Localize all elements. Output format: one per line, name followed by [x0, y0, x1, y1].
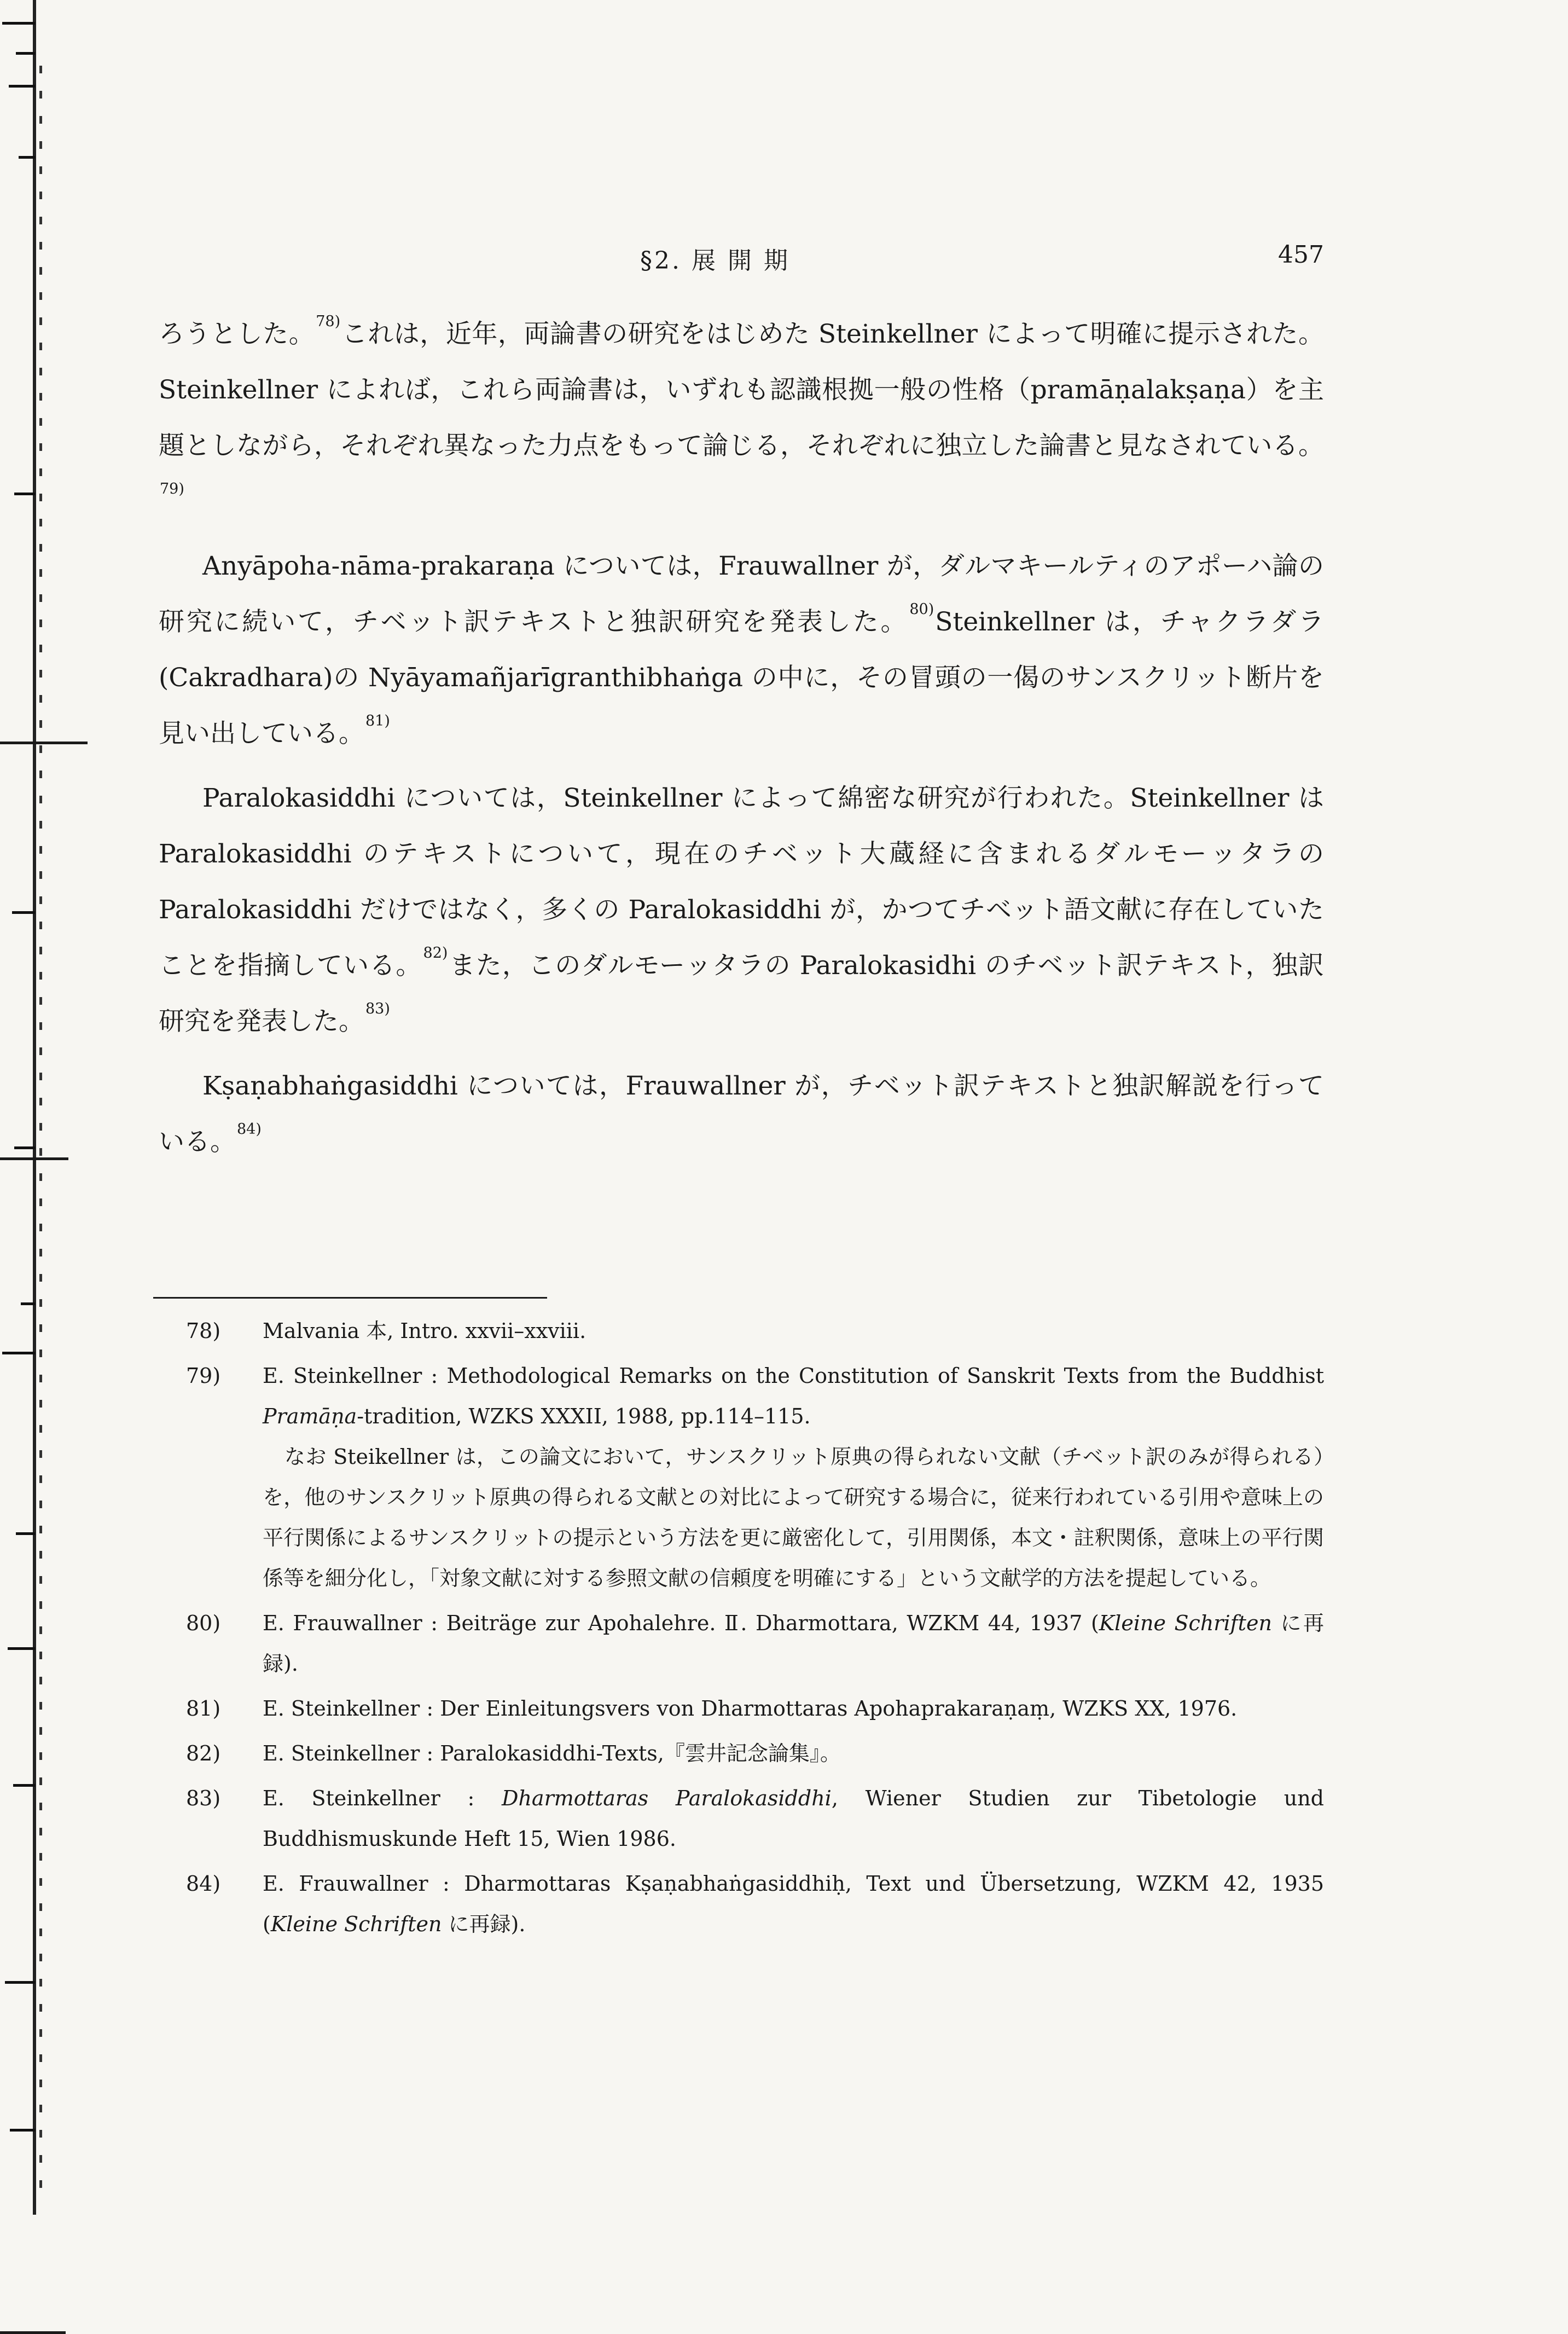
footnote-text-run: E. Frauwallner : Beiträge zur Apohalehre. Ⅱ. Dharmottara, WZKM 44, 1937 ( [263, 1611, 1099, 1635]
scan-edge-dot [39, 1954, 42, 1961]
footnotes [159, 1311, 1324, 1949]
scan-edge-mark [8, 1647, 35, 1650]
scan-edge-dot [39, 91, 42, 99]
scan-edge-mark [9, 85, 35, 88]
scan-edge-dot [39, 2029, 42, 2037]
scan-binding-edge [0, 0, 43, 2215]
scan-edge-dot [39, 141, 42, 149]
page-header [159, 241, 1324, 285]
footnote-item [159, 1688, 1324, 1729]
footnote-text-run: E. Steinkellner : Methodological Remarks on the Constitution of Sanskrit Texts from the Buddhist [263, 1364, 1324, 1388]
footnote-number: 80) [186, 1611, 221, 1635]
scan-edge-mark [10, 2129, 35, 2132]
body-text-run: Paralokasiddhi については，Steinkellner によって綿密な研究が行われた。Steinkellner は Paralokasiddhi のテキストについて，現在のチベット大蔵経に含まれるダルモーッタラの Paralokasiddhi だけではなく，多くの Paralokasiddhi が，かつてチベット語文献に存在していたことを指摘している。 [159, 783, 1324, 981]
body-paragraph [159, 1058, 1324, 1170]
scan-edge-dot [39, 66, 42, 73]
scan-edge-dot [39, 1047, 42, 1055]
body-text-run: これは，近年，両論書の研究をはじめた Steinkellner によって明確に提示された。Steinkellner によれば，これら両論書は，いずれも認識根拠一般の性格（pramāṇalakṣaṇa）を主題としながら，それぞれ異なった力点をもって論じる，それぞれに独立した論書と見なされている。 [159, 319, 1324, 461]
scan-edge-dot [39, 745, 42, 753]
scan-edge-dot [39, 1551, 42, 1559]
scan-edge-dot [39, 1299, 42, 1307]
scan-edge-dot [39, 1576, 42, 1584]
scan-edge-dot [39, 997, 42, 1005]
body-paragraph [159, 306, 1324, 530]
scan-edge-dot [39, 544, 42, 552]
body-text-run: また，このダルモーッタラの Paralokasidhi のチベット訳テキスト，独訳研究を発表した。 [159, 951, 1324, 1036]
scan-edge-dot [39, 1803, 42, 1810]
scan-edge-mark [19, 156, 35, 159]
scan-edge-dot [39, 821, 42, 829]
footnote-ref[interactable]: 78) [316, 313, 341, 330]
scan-edge-dot [39, 116, 42, 124]
scan-edge-dot [39, 569, 42, 577]
footnote-item [159, 1356, 1324, 1599]
footnote-ref[interactable]: 82) [423, 945, 448, 962]
footnote-title-italic: Kleine Schriften [1099, 1611, 1272, 1635]
scan-edge-dot [39, 670, 42, 677]
footnote-text [263, 1778, 1324, 1859]
scan-edge-dot [39, 1928, 42, 1936]
footnote-item [159, 1778, 1324, 1859]
scan-edge-dot [39, 1702, 42, 1710]
scan-edge-dot [39, 1501, 42, 1508]
scan-edge-dot [39, 922, 42, 929]
scan-edge-dot [39, 1350, 42, 1357]
footnote-text-run: , Wiener Studien zur Tibetologie und Buddhismuskunde Heft 15, Wien 1986. [263, 1786, 1324, 1851]
scan-edge-dot [39, 317, 42, 325]
footnote-ref[interactable]: 79) [160, 480, 184, 497]
body-text-run: Kṣaṇabhaṅgasiddhi については，Frauwallner が，チベット訳テキストと独訳解説を行っている。 [159, 1071, 1324, 1157]
scan-edge-mark [5, 1981, 35, 1984]
scan-edge-dot [39, 1626, 42, 1634]
scan-edge-mark [14, 493, 35, 495]
footnote-number: 78) [186, 1319, 221, 1343]
scan-edge-dot [39, 796, 42, 803]
scan-edge-dot [39, 1375, 42, 1382]
footnote-text-run: E. Steinkellner : [263, 1786, 502, 1810]
footnote-text-run: E. Frauwallner : Dharmottaras Kṣaṇabhaṅgasiddhiḥ, Text und Übersetzung, WZKM 42, 1935 ( [263, 1872, 1324, 1936]
scan-edge-dot [39, 972, 42, 980]
scan-edge-dot [39, 1324, 42, 1332]
body-text-run: Anyāpoha-nāma-prakaraṇa については，Frauwallner が，ダルマキールティのアポーハ論の研究に続いて，チベット訳テキストと独訳研究を発表した。 [159, 551, 1324, 637]
scan-edge-dot [39, 2080, 42, 2087]
footnote-ref[interactable]: 83) [365, 1000, 390, 1017]
footnote-item [159, 1863, 1324, 1944]
scan-edge-dot [39, 418, 42, 426]
scan-edge-dot [39, 519, 42, 526]
footnote-text-run: に再録). [442, 1912, 526, 1936]
scan-edge-dot [39, 1903, 42, 1911]
scan-edge-dot [39, 1249, 42, 1256]
body-paragraph [159, 771, 1324, 1050]
scan-edge-dot [39, 1828, 42, 1835]
scan-edge-dot [39, 1224, 42, 1231]
footnote-text: E. Steinkellner : Der Einleitungsvers von Dharmottaras Apohaprakaraṇaṃ, WZKS XX, 1976. [263, 1696, 1238, 1721]
body-text-run: Steinkellner は，チャクラダラ(Cakradhara)の Nyāyamañjarīgranthibhaṅga の中に，その冒頭の一偈のサンスクリット断片を見い出している。 [159, 607, 1325, 749]
scan-edge-dot [39, 2180, 42, 2188]
crop-mark [0, 2331, 66, 2334]
scan-edge-dot [39, 695, 42, 703]
footnote-text [263, 1356, 1324, 1437]
scan-edge-dot [39, 1853, 42, 1861]
scan-edge-dot [39, 2105, 42, 2112]
scan-edge-dot [39, 1601, 42, 1609]
scan-edge-dot [39, 1148, 42, 1156]
scan-edge-dot [39, 2130, 42, 2138]
scan-edge-dot [39, 166, 42, 174]
scan-edge-dot [39, 1400, 42, 1408]
scan-edge-dot [39, 368, 42, 375]
footnote-title-italic: Kleine Schriften [270, 1912, 442, 1936]
scan-edge-dot [39, 1123, 42, 1131]
footnote-ref[interactable]: 80) [909, 601, 934, 618]
footnote-item [159, 1733, 1324, 1774]
footnote-note: なお Steikellner は，この論文において，サンスクリット原典の得られない文献（チベット訳のみが得られる）を，他のサンスクリット原典の得られる文献との対比によって研究する場合に，従来行われている引用や意味上の平行関係によるサンスクリットの提示という方法を更に厳密化して，引用関係，本文・註釈関係，意味上の平行関係等を細分化し，「対象文献に対する参照文献の信頼度を明確にする」という文献学的方法を提起している。 [263, 1445, 1324, 1590]
scan-edge-dot [39, 192, 42, 199]
footnote-title-italic: Dharmottaras Paralokasiddhi [501, 1786, 832, 1810]
footnote-number: 84) [186, 1872, 221, 1896]
footnote-number: 81) [186, 1696, 221, 1721]
scan-edge-dot [39, 2004, 42, 2012]
scan-edge-dot [39, 1274, 42, 1282]
scan-edge-dot [39, 443, 42, 451]
footnote-ref[interactable]: 81) [365, 713, 390, 729]
scan-edge-dot [39, 645, 42, 652]
scan-edge-dot [39, 1727, 42, 1735]
scan-edge-mark [2, 22, 35, 25]
scan-edge-dot [39, 1526, 42, 1533]
scan-edge-dot [39, 1979, 42, 1986]
scan-edge-mark [16, 52, 35, 55]
scan-edge-dot [39, 1173, 42, 1181]
scan-edge-dot [39, 1652, 42, 1659]
body-paragraph [159, 538, 1324, 762]
scan-edge-dot [39, 871, 42, 879]
scan-edge-dot [39, 393, 42, 401]
scan-edge-dot [39, 468, 42, 476]
scan-edge-dot [39, 594, 42, 602]
footnote-divider [153, 1297, 547, 1299]
scan-edge-dot [39, 1198, 42, 1206]
scan-edge-dot [39, 1073, 42, 1080]
scan-edge-dot [39, 1098, 42, 1105]
scan-edge-dot [39, 2155, 42, 2163]
scan-edge-dot [39, 1022, 42, 1030]
scan-edge-dot [39, 896, 42, 904]
scan-edge-dot [39, 619, 42, 627]
footnote-number: 79) [186, 1364, 221, 1388]
scan-edge-dot [39, 217, 42, 224]
scan-edge-dot [39, 720, 42, 728]
footnote-text-run: -tradition, WZKS XXXII, 1988, pp.114–115. [357, 1404, 811, 1428]
scan-edge-dot [39, 292, 42, 300]
crop-mark [0, 1157, 68, 1160]
scan-edge-dot [39, 242, 42, 250]
scan-edge-dot [39, 1752, 42, 1760]
scan-edge-dot [39, 947, 42, 954]
scan-edge-mark [2, 1352, 35, 1354]
footnote-text [263, 1603, 1324, 1684]
scan-edge-mark [21, 1302, 35, 1305]
footnote-text [263, 1863, 1324, 1944]
scan-edge-dot [39, 1425, 42, 1433]
footnote-number: 83) [186, 1786, 221, 1810]
scan-edge-dot [39, 771, 42, 778]
page-number: 457 [1278, 241, 1324, 269]
scan-edge-dot [39, 1677, 42, 1684]
footnote-text: E. Steinkellner : Paralokasiddhi-Texts,『雲井記念論集』。 [263, 1741, 841, 1765]
footnote-ref[interactable]: 84) [237, 1121, 262, 1138]
scan-edge-dot [39, 1475, 42, 1483]
footnote-title-italic: Pramāṇa [263, 1404, 357, 1428]
footnote-number: 82) [186, 1741, 221, 1765]
body-text-run: ろうとした。 [159, 319, 315, 349]
main-body [159, 306, 1324, 1179]
scan-edge-mark [12, 911, 35, 914]
scan-edge-dot [39, 1777, 42, 1785]
scan-edge-dot [39, 2054, 42, 2062]
scan-edge-mark [13, 1784, 35, 1787]
scan-edge-mark [16, 1532, 35, 1535]
scan-edge-dot [39, 494, 42, 501]
footnote-item [159, 1603, 1324, 1684]
footnote-item [159, 1311, 1324, 1351]
scan-edge-dot [39, 846, 42, 854]
section-title: §2. 展 開 期 [640, 247, 790, 275]
scan-edge-dot [39, 343, 42, 350]
footnote-text: Malvania 本, Intro. xxvii–xxviii. [263, 1319, 586, 1343]
scan-edge-dot [39, 1450, 42, 1458]
scan-edge-dot [39, 1878, 42, 1886]
footnote-text-run: に再録). [263, 1611, 1324, 1676]
scan-edge-dot [39, 267, 42, 275]
scan-edge-mark [14, 1146, 35, 1149]
crop-mark [0, 742, 88, 744]
